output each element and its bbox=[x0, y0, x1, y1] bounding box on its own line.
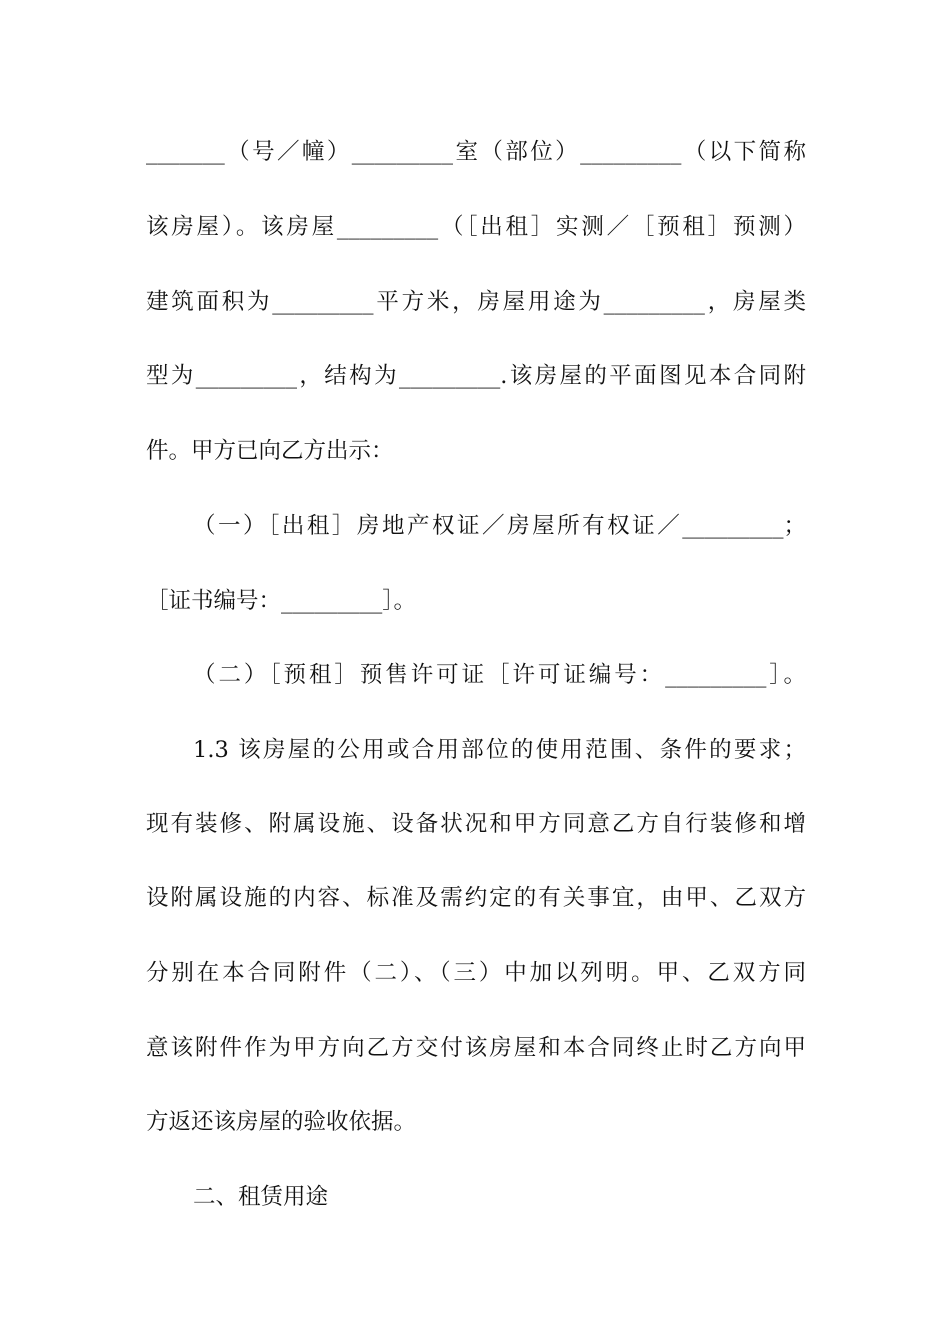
text-line-7: ［证书编号：_________］。 bbox=[146, 588, 417, 614]
text-line-9: 1.3 该房屋的公用或合用部位的使用范围、条件的要求； bbox=[193, 737, 806, 763]
text-line-11: 设附属设施的内容、标准及需约定的有关事宜，由甲、乙双方 bbox=[146, 885, 806, 911]
text-line-13: 意该附件作为甲方向乙方交付该房屋和本合同终止时乙方向甲 bbox=[146, 1035, 806, 1061]
text-line-4: 型为_________，结构为_________.该房屋的平面图见本合同附 bbox=[146, 363, 806, 389]
text-line-5: 件。甲方已向乙方出示： bbox=[146, 438, 394, 464]
text-line-2: 该房屋）。该房屋_________（［出租］实测／［预租］预测） bbox=[146, 214, 806, 240]
text-line-3: 建筑面积为_________平方米，房屋用途为_________，房屋类 bbox=[146, 289, 806, 315]
section-heading: 二、租赁用途 bbox=[193, 1184, 329, 1210]
text-line-12: 分别在本合同附件（二）、（三）中加以列明。甲、乙双方同 bbox=[146, 960, 806, 986]
text-line-10: 现有装修、附属设施、设备状况和甲方同意乙方自行装修和增 bbox=[146, 811, 806, 837]
text-line-8: （二）［预租］预售许可证［许可证编号：_________］。 bbox=[193, 662, 806, 688]
text-line-6: （一）［出租］房地产权证／房屋所有权证／_________； bbox=[193, 513, 806, 539]
text-line-14: 方返还该房屋的验收依据。 bbox=[146, 1109, 417, 1135]
text-line-1: _______（号／幢）_________室（部位）_________（以下简称 bbox=[146, 139, 806, 165]
